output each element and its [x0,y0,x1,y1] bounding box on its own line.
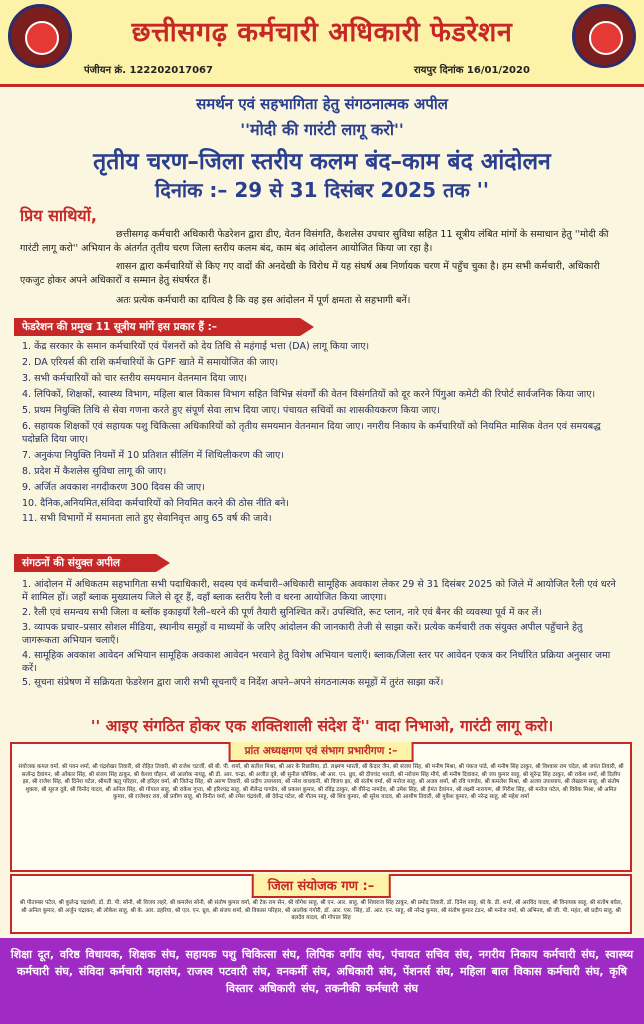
movement-dates: दिनांक :– 29 से 31 दिसंबर 2025 तक '' [155,178,489,202]
footer-banner [0,938,644,1024]
unions-appeal-list [22,578,622,691]
district-conveners-heading: जिला संयोजक गण :– [252,874,391,898]
office-bearers-heading: प्रांत अध्यक्षगण एवं संभाग प्रभारीगण :– [229,742,414,762]
registration-number: पंजीयन क्रं. 122202017067 [84,65,213,76]
unions-appeal-heading: संगठनों की संयुक्त अपील [14,554,156,572]
place-date: रायपुर दिनांक 16/01/2020 [414,65,530,76]
list-item: 5. प्रथम नियुक्ति तिथि से सेवा गणना करते हुए संपूर्ण सेवा लाभ दिया जाए। पंचायत सचिवों का शासकीयकरण किया जाए। [22,404,440,416]
list-item: 5. सूचना संप्रेषण में सक्रियता फेडरेशन द्वारा जारी सभी सूचनाएँ व निर्देश अपने–अपने संगठनात्मक समूहों में तुरंत साझा करें। [22,677,444,689]
intro-paragraph-2: शासन द्वारा कर्मचारियों से किए गए वादों की अनदेखी के विरोध में यह संघर्ष अब निर्णायक चरण में पहुँच चुका है। हम सभी कर्मचारी, अधिकारी एकजुट होकर अपने अधिकारों व सम्मान हेतु संघर्षरत हैं। [20,261,600,286]
list-item: 6. सहायक शिक्षकों एवं सहायक पशु चिकित्सा अधिकारियों को तृतीय समयमान वेतनमान दिया जाए। नगरीय निकाय के कर्मचारियों को नियमित मासिक वेतन एवं समयबद्ध पदोन्नति दिया जाए। [22,420,601,445]
list-item: 1. आंदोलन में अधिकतम सहभागिता सभी पदाधिकारी, सदस्य एवं कर्मचारी–अधिकारी सामूहिक अवकाश लेकर 29 से 31 दिसंबर 2025 को जिले में आयोजित रैली एवं धरने में शामिल हों। जहाँ ब्लाक मुख्यालय जिले से दूर हैं, वहाँ ब्लाक स्तरीय रैली व धरना आयोजित किया जाएगा। [22,579,616,604]
footer-union-list: शिक्षा दूत, वरिष्ठ विधायक, शिक्षक संघ, सहायक पशु चिकित्सा संघ, लिपिक वर्गीय संघ, पंचायत सचिव संघ, नगरीय निकाय कर्मचारी संघ, स्वास्थ्य कर्मचारी संघ, संविदा कर्मचारी महासंघ, राजस्व पटवारी संघ, वनकर्मी संघ, अधिकारी संघ, पेंशनर्स संघ, महिला बाल विकास कर्मचारी संघ, कृषि विस्तार अधिकारी संघ, तकनीकी कर्मचारी संघ [10,948,634,995]
list-item: 2. रैली एवं समन्वय सभी जिला व ब्लॉक इकाइयाँ रैली–धरने की पूर्ण तैयारी सुनिश्चित करें। उपस्थिति, रूट प्लान, नारे एवं बैनर की व्यवस्था पूर्व में कर लें। [22,606,542,618]
closing-slogan: '' आइए संगठित होकर एक शक्तिशाली संदेश दें'' वादा निभाओ, गारंटी लागू करो। [90,717,554,735]
intro-paragraph-3: अतः प्रत्येक कर्मचारी का दायित्व है कि वह इस आंदोलन में पूर्ण क्षमता से सहभागी बनें। [116,295,411,306]
list-item: 1. केंद्र सरकार के समान कर्मचारियों एवं पेंशनरों को देय तिथि से महंगाई भत्ता (DA) लागू किया जाए। [22,341,370,352]
movement-phase-title: तृतीय चरण–जिला स्तरीय कलम बंद–काम बंद आंदोलन [93,149,551,175]
demands-list [22,340,622,528]
list-item: 3. व्यापक प्रचार–प्रसार सोशल मीडिया, स्थानीय समूहों व माध्यमों के जरिए आंदोलन की जानकारी तेजी से साझा करें। प्रत्येक कर्मचारी तक संयुक्त अपील पहुँचाने हेतु जागरूकता अभियान चलाएँ। [22,621,583,646]
list-item: 3. सभी कर्मचारियों को चार स्तरीय समयमान वेतनमान दिया जाए। [22,372,247,384]
list-item: 10. दैनिक,अनियमित,संविदा कर्मचारियों को नियमित करने की ठोस नीति बने। [22,497,289,509]
district-conveners-box [10,874,632,934]
federation-logo-left [8,4,72,68]
greeting: प्रिय साथियों, [20,206,97,225]
campaign-slogan: ''मोदी की गारंटी लागू करो'' [240,120,404,139]
district-conveners-names: श्री पीताम्बर पटेल, श्री कुलेन्द्र चंद्रवंशी, डॉ. डी. पी. सोनी, श्री विजय लहरे, श्री कमलेश सोनी, श्री संतोष कुमार वर्मा, श्री टेक राम सेन, श्री योगेश साहू, श्री एन. आर. साहू, श्री शिवराज सिंह ठाकुर, श्री प्रमोद तिवारी, डॉ. दिनेश साहू, श्री के. डी. शर्मा, श्री अरविंद यादव, श्री विनायक साहू, श्री संतोष बघेल, श्री अनिल कुमार, श्री अर्जुन चंद्राकर, श्री लोकेश साहू, श्री के. आर. डहरिया, श्री एल. एन. ध्रुव, श्री संजय शर्मा, श्री विकास परिहार, श्री आलोक गंगोरी, डॉ. आर. एस. सिंह, डॉ. आर. एन. साहू, श्री नरेन्द्र कुमार, श्री संतोष कुमार टंडन, श्री मनोज वर्मा, श्री अभिनव, श्री जी. पी. महंत, श्री प्रदीप साहू, श्री बलदेव यादव, श्री गोपाल सिंह [19,900,623,922]
list-item: 2. DA एरियर्स की राशि कर्मचारियों के GPF खाते में समायोजित की जाए। [22,356,279,368]
federation-logo-right [572,4,636,68]
list-item: 11. सभी विभागों में समानता लाते हुए सेवानिवृत्त आयु 65 वर्ष की जावे। [22,513,272,525]
appeal-heading: समर्थन एवं सहभागिता हेतु संगठनात्मक अपील [196,95,448,113]
federation-title: छत्तीसगढ़ कर्मचारी अधिकारी फेडरेशन [131,17,513,48]
list-item: 4. सामूहिक अवकाश आवेदन अभियान सामूहिक अवकाश आवेदन भरवाने हेतु विशेष अभियान चलाएँ। ब्लाक/जिला स्तर पर आवेदन एकत्र कर निर्धारित प्रक्रिया अनुसार जमा करें। [22,649,611,674]
intro-paragraph-1: छत्तीसगढ़ कर्मचारी अधिकारी फेडरेशन द्वारा डीए, वेतन विसंगति, कैशलेस उपचार सुविधा सहित 11 सूत्रीय लंबित मांगों के समाधान हेतु ''मोदी की गारंटी लागू करो'' अभियान के अंतर्गत तृतीय चरण जिला स्तरीय कलम बंद, काम बंद आंदोलन आयोजित किया जा रहा है। [20,229,609,254]
list-item: 8. प्रदेश में कैशलेस सुविधा लागू की जाए। [22,465,167,477]
office-bearers-box [10,742,632,872]
list-item: 4. लिपिकों, शिक्षकों, स्वास्थ्य विभाग, महिला बाल विकास विभाग सहित विभिन्न संवर्गों की वेतन विसंगतियों को दूर करने पिंगुआ कमेटी की रिपोर्ट सार्वजनिक किया जाए। [22,388,596,400]
header-banner [0,0,644,87]
list-item: 9. अर्जित अवकाश नगदीकरण 300 दिवस की जाए। [22,481,205,493]
list-item: 7. अनुकंपा नियुक्ति नियमों में 10 प्रतिशत सीलिंग में शिथिलीकरण की जाए। [22,449,284,461]
office-bearers-names: संयोजक कमल वर्मा, श्री पवन शर्मा, श्री चंद्रशेखर तिवारी, श्री रोहित तिवारी, श्री राजेश चटर्जी, श्री बी. पी. शर्मा, श्री सतीश मिश्रा, श्री आर के रिछारिया, डॉ. लक्ष्मण भारती, श्री केदार जैन, श्री संजय सिंह, श्री मनीष मिश्रा, श्री पंकज पांडे, श्री मनीष सिंह ठाकुर, श्री विश्वास राम चंदेल, श्री जयंत तिवारी, श्री सत्येन्द्र देवांगन, श्री ओंकार सिंह, श्री संजय सिंह ठाकुर, श्री केशव चौहान, श्री आलोक नायडू, श्री डी. आर. चन्द्रा, श्री अजीत दूबे, श्री सुनील कौशिक, श्री आर. एन. ध्रुव, श्री दीपचंद भारती, श्री नरोत्तम सिंह मौर्य, श्री मनीष दिवाकर, श्री जय कुमार साहू, श्री सुरेन्द्र सिंह ठाकुर, श्री राकेश शर्मा, श्री दिलीप झा, श्री राजेश सिंह, श्री दिनेश पटेल, श्रीमती ऋतु परिहार, श्री हरिहर वर्मा, श्री जितेन्द्र सिंह, श्री अरुण तिवारी, श्री प्रदीप उपाध्याय, श्री नरेश वाधवानी, श्री विजय झा, श्री संतोष वर्मा, श्री मनोज साहू, श्री अजय शर्मा, श्री रवि पाण्डेय, श्री कमलेश मिश्रा, श्री अजय उपाध्याय, श्री लेखराम साहू, श्री संतोष शुक्ला, श्री सूरज दुबे, श्री विनोद यादव, श्री अनिल सिंह, श्री गोपाल साहू, श्री राकेश गुप्ता, श्री हरिश्चंद्र साहू, श्री शैलेन्द्र पाण्डेय, श्री प्रकाश कुमार, श्री रविंद्र ठाकुर, श्री वीरेन्द्र नामदेव, श्री उमेश सिंह, श्री हेमंत देवांगन, श्री लक्ष्मी नारायण, श्री गिरीश सिंह, श्री मनोज पटेल, श्री विवेक मिश्रा, श्री अमित कुमार, श्री राजेश्वर राव, श्री प्रवीण साहू, श्री विनीत वर्मा, श्री रमेश चंद्रवंशी, श्री देवेन्द्र पटेल, श्री गौतम साहू, श्री शिव कुमार, श्री सुरेश यादव, श्री आशीष तिवारी, श्री मुकेश कुमार, श्री नरेन्द्र साहू, श्री महेश शर्मा [18,764,624,801]
demands-heading: फेडरेशन की प्रमुख 11 सूत्रीय मांगें इस प्रकार हैं :– [14,318,300,336]
